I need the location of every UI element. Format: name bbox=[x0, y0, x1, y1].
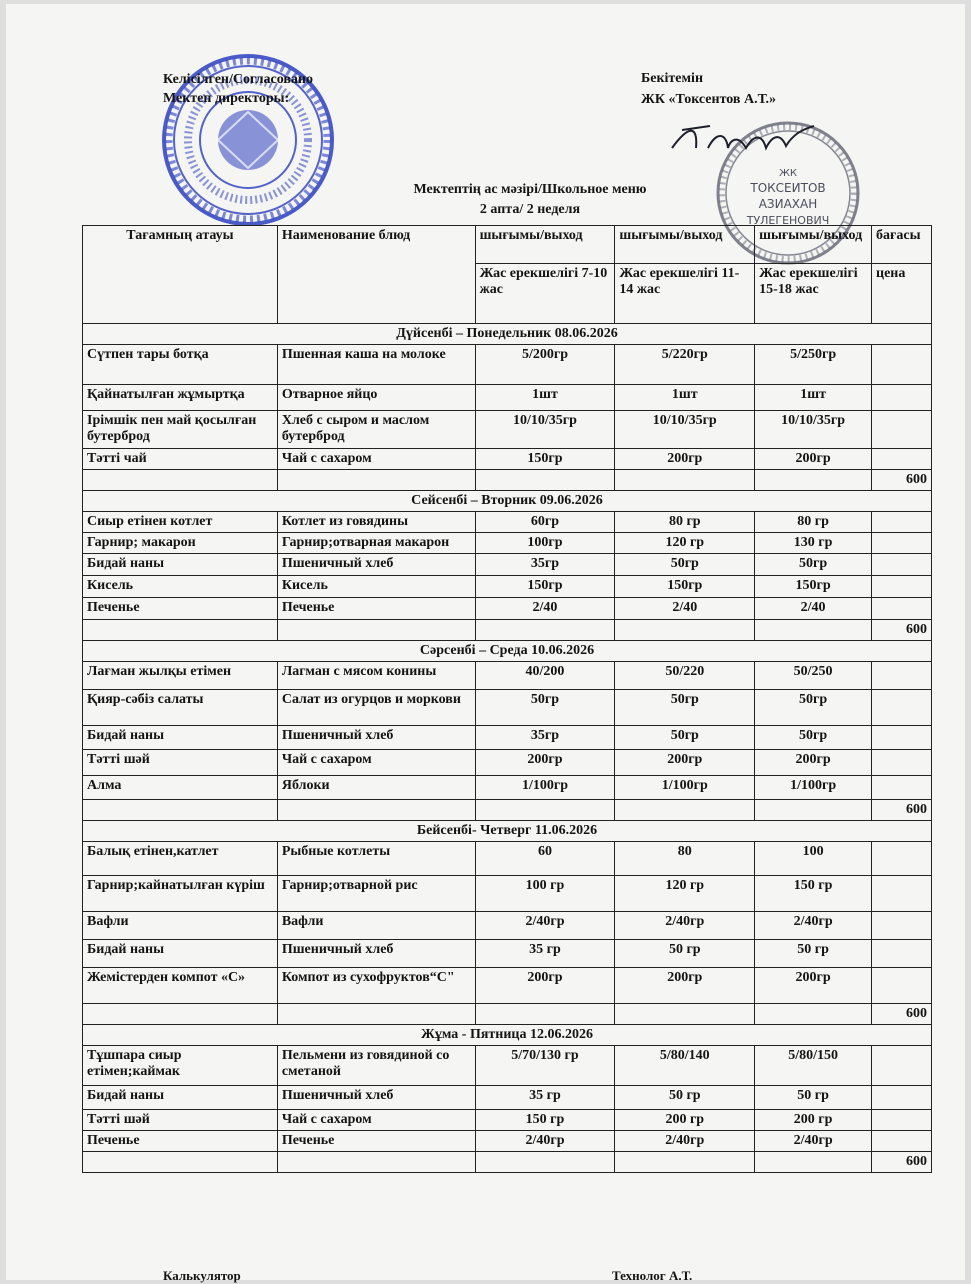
menu-row bbox=[83, 940, 932, 968]
dish-name-kz: Балық етінен,катлет bbox=[83, 842, 278, 876]
menu-row bbox=[83, 385, 932, 411]
empty-cell bbox=[755, 1004, 872, 1025]
output-15-18: 150гр bbox=[755, 576, 872, 598]
dish-name-kz: Қияр-сәбіз салаты bbox=[83, 690, 278, 726]
dish-name-kz: Бидай наны bbox=[83, 726, 278, 750]
menu-row bbox=[83, 1086, 932, 1110]
price-cell bbox=[872, 449, 932, 470]
day-title: Жұма - Пятница 12.06.2026 bbox=[83, 1025, 932, 1046]
output-11-14: 80 bbox=[615, 842, 755, 876]
total-row bbox=[83, 470, 932, 491]
menu-row bbox=[83, 449, 932, 470]
empty-cell bbox=[83, 1004, 278, 1025]
dish-name-ru: Лагман с мясом конины bbox=[277, 662, 475, 690]
price-cell bbox=[872, 385, 932, 411]
output-7-10: 60гр bbox=[475, 512, 615, 533]
dish-name-ru: Гарнир;отварная макарон bbox=[277, 533, 475, 554]
price-cell bbox=[872, 940, 932, 968]
dish-name-ru: Хлеб с сыром и маслом бутерброд bbox=[277, 411, 475, 449]
output-15-18: 100 bbox=[755, 842, 872, 876]
dish-name-kz: Вафли bbox=[83, 912, 278, 940]
day-header-row bbox=[83, 1025, 932, 1046]
output-15-18: 2/40 bbox=[755, 598, 872, 620]
dish-name-ru: Чай с сахаром bbox=[277, 750, 475, 776]
empty-cell bbox=[277, 1152, 475, 1173]
seal-text-4: ТУЛЕГЕНОВИЧ bbox=[746, 214, 830, 227]
dish-name-kz: Ірімшік пен май қосылған бутерброд bbox=[83, 411, 278, 449]
dish-name-ru: Яблоки bbox=[277, 776, 475, 800]
menu-row bbox=[83, 690, 932, 726]
price-cell bbox=[872, 912, 932, 940]
day-header-row bbox=[83, 641, 932, 662]
dish-name-kz: Печенье bbox=[83, 598, 278, 620]
output-11-14: 200гр bbox=[615, 968, 755, 1004]
output-11-14: 2/40 bbox=[615, 598, 755, 620]
empty-cell bbox=[755, 1152, 872, 1173]
day-title: Сәрсенбі – Среда 10.06.2026 bbox=[83, 641, 932, 662]
empty-cell bbox=[755, 620, 872, 641]
menu-title-line1: Мектептің ас мәзірі/Школьное меню bbox=[413, 182, 647, 197]
output-7-10: 2/40гр bbox=[475, 912, 615, 940]
output-15-18: 50/250 bbox=[755, 662, 872, 690]
empty-cell bbox=[83, 470, 278, 491]
header-output-1: шығымы/выход bbox=[475, 226, 615, 264]
empty-cell bbox=[83, 620, 278, 641]
empty-cell bbox=[615, 470, 755, 491]
output-11-14: 5/220гр bbox=[615, 345, 755, 385]
output-11-14: 200гр bbox=[615, 449, 755, 470]
price-cell bbox=[872, 1131, 932, 1152]
school-director-label: Мектеп директоры: bbox=[163, 91, 290, 106]
empty-cell bbox=[615, 1152, 755, 1173]
menu-row bbox=[83, 750, 932, 776]
header-output-2: шығымы/выход bbox=[615, 226, 755, 264]
dish-name-kz: Тұшпара сиыр етімен;каймак bbox=[83, 1046, 278, 1086]
dish-name-ru: Пшенная каша на молоке bbox=[277, 345, 475, 385]
output-11-14: 2/40гр bbox=[615, 1131, 755, 1152]
output-11-14: 120 гр bbox=[615, 876, 755, 912]
dish-name-ru: Печенье bbox=[277, 598, 475, 620]
dish-name-kz: Жемістерден компот «С» bbox=[83, 968, 278, 1004]
menu-row bbox=[83, 726, 932, 750]
output-7-10: 5/200гр bbox=[475, 345, 615, 385]
approve-label: Бекітемін bbox=[641, 71, 704, 86]
day-header-row bbox=[83, 821, 932, 842]
total-row bbox=[83, 800, 932, 821]
price-cell bbox=[872, 876, 932, 912]
dish-name-ru: Отварное яйцо bbox=[277, 385, 475, 411]
output-15-18: 50 гр bbox=[755, 940, 872, 968]
output-7-10: 200гр bbox=[475, 968, 615, 1004]
dish-name-kz: Печенье bbox=[83, 1131, 278, 1152]
dish-name-kz: Бидай наны bbox=[83, 940, 278, 968]
dish-name-ru: Чай с сахаром bbox=[277, 1110, 475, 1131]
output-7-10: 35гр bbox=[475, 726, 615, 750]
empty-cell bbox=[755, 470, 872, 491]
footer-right: Технолог А.Т. bbox=[612, 1268, 693, 1283]
output-7-10: 150 гр bbox=[475, 1110, 615, 1131]
menu-title bbox=[380, 180, 680, 220]
dish-name-ru: Пельмени из говядиной со сметаной bbox=[277, 1046, 475, 1086]
footer-left: Калькулятор bbox=[163, 1268, 241, 1283]
day-title: Дүйсенбі – Понедельник 08.06.2026 bbox=[83, 324, 932, 345]
header-price-ru: цена bbox=[872, 264, 932, 324]
seal-text-3: АЗИАХАН bbox=[758, 197, 818, 211]
output-7-10: 1шт bbox=[475, 385, 615, 411]
output-7-10: 2/40 bbox=[475, 598, 615, 620]
output-11-14: 150гр bbox=[615, 576, 755, 598]
menu-row bbox=[83, 576, 932, 598]
empty-cell bbox=[475, 1152, 615, 1173]
empty-cell bbox=[615, 1004, 755, 1025]
dish-name-kz: Кисель bbox=[83, 576, 278, 598]
dish-name-ru: Кисель bbox=[277, 576, 475, 598]
price-cell bbox=[872, 576, 932, 598]
output-11-14: 50 гр bbox=[615, 940, 755, 968]
empty-cell bbox=[615, 620, 755, 641]
dish-name-ru: Гарнир;отварной рис bbox=[277, 876, 475, 912]
menu-row bbox=[83, 876, 932, 912]
header-name-kz: Тағамның атауы bbox=[83, 226, 278, 324]
output-11-14: 50гр bbox=[615, 554, 755, 576]
output-15-18: 200 гр bbox=[755, 1110, 872, 1131]
dish-name-kz: Алма bbox=[83, 776, 278, 800]
dish-name-ru: Вафли bbox=[277, 912, 475, 940]
header-name-ru: Наименование блюд bbox=[277, 226, 475, 324]
output-7-10: 200гр bbox=[475, 750, 615, 776]
output-11-14: 2/40гр bbox=[615, 912, 755, 940]
output-15-18: 2/40гр bbox=[755, 1131, 872, 1152]
output-11-14: 50гр bbox=[615, 690, 755, 726]
output-15-18: 5/250гр bbox=[755, 345, 872, 385]
day-header-row bbox=[83, 324, 932, 345]
output-11-14: 200 гр bbox=[615, 1110, 755, 1131]
output-7-10: 1/100гр bbox=[475, 776, 615, 800]
price-cell bbox=[872, 345, 932, 385]
dish-name-ru: Чай с сахаром bbox=[277, 449, 475, 470]
price-cell bbox=[872, 411, 932, 449]
menu-row bbox=[83, 512, 932, 533]
agreed-label: Келісілген/Согласовано bbox=[163, 72, 313, 87]
output-11-14: 1/100гр bbox=[615, 776, 755, 800]
menu-row bbox=[83, 411, 932, 449]
output-15-18: 130 гр bbox=[755, 533, 872, 554]
seal-text-2: ТОКСЕИТОВ bbox=[750, 181, 826, 195]
menu-row bbox=[83, 1131, 932, 1152]
seal-text-1: ЖК bbox=[779, 168, 797, 179]
output-15-18: 200гр bbox=[755, 968, 872, 1004]
dish-name-kz: Тәтті чай bbox=[83, 449, 278, 470]
output-15-18: 80 гр bbox=[755, 512, 872, 533]
output-7-10: 60 bbox=[475, 842, 615, 876]
output-11-14: 80 гр bbox=[615, 512, 755, 533]
empty-cell bbox=[277, 1004, 475, 1025]
dish-name-ru: Пшеничный хлеб bbox=[277, 940, 475, 968]
empty-cell bbox=[277, 800, 475, 821]
dish-name-ru: Компот из сухофруктов“С" bbox=[277, 968, 475, 1004]
output-15-18: 50гр bbox=[755, 690, 872, 726]
menu-row bbox=[83, 842, 932, 876]
output-15-18: 1/100гр bbox=[755, 776, 872, 800]
dish-name-kz: Тәтті шәй bbox=[83, 1110, 278, 1131]
handwritten-signature bbox=[668, 118, 818, 168]
price-cell bbox=[872, 1046, 932, 1086]
price-cell bbox=[872, 690, 932, 726]
empty-cell bbox=[83, 1152, 278, 1173]
dish-name-kz: Тәтті шәй bbox=[83, 750, 278, 776]
menu-row bbox=[83, 968, 932, 1004]
empty-cell bbox=[475, 620, 615, 641]
menu-row bbox=[83, 662, 932, 690]
header-age-3: Жас ерекшелігі 15-18 жас bbox=[755, 264, 872, 324]
price-cell bbox=[872, 776, 932, 800]
output-7-10: 35 гр bbox=[475, 1086, 615, 1110]
output-11-14: 1шт bbox=[615, 385, 755, 411]
dish-name-ru: Пшеничный хлеб bbox=[277, 1086, 475, 1110]
output-7-10: 10/10/35гр bbox=[475, 411, 615, 449]
output-7-10: 40/200 bbox=[475, 662, 615, 690]
menu-row bbox=[83, 1046, 932, 1086]
menu-table bbox=[82, 225, 932, 1173]
output-7-10: 150гр bbox=[475, 449, 615, 470]
price-cell bbox=[872, 662, 932, 690]
header-output-3: шығымы/выход bbox=[755, 226, 872, 264]
output-15-18: 200гр bbox=[755, 449, 872, 470]
output-15-18: 1шт bbox=[755, 385, 872, 411]
output-15-18: 2/40гр bbox=[755, 912, 872, 940]
empty-cell bbox=[475, 1004, 615, 1025]
output-7-10: 5/70/130 гр bbox=[475, 1046, 615, 1086]
menu-row bbox=[83, 345, 932, 385]
empty-cell bbox=[83, 800, 278, 821]
empty-cell bbox=[277, 470, 475, 491]
dish-name-kz: Бидай наны bbox=[83, 554, 278, 576]
empty-cell bbox=[475, 800, 615, 821]
price-cell bbox=[872, 968, 932, 1004]
output-7-10: 150гр bbox=[475, 576, 615, 598]
day-total-price: 600 bbox=[872, 470, 932, 491]
dish-name-kz: Қайнатылған жұмыртқа bbox=[83, 385, 278, 411]
header-age-2: Жас ерекшелігі 11-14 жас bbox=[615, 264, 755, 324]
dish-name-kz: Гарнир;кайнатылған күріш bbox=[83, 876, 278, 912]
price-cell bbox=[872, 842, 932, 876]
output-11-14: 200гр bbox=[615, 750, 755, 776]
output-11-14: 5/80/140 bbox=[615, 1046, 755, 1086]
price-cell bbox=[872, 1086, 932, 1110]
empty-cell bbox=[475, 470, 615, 491]
dish-name-kz: Сүтпен тары ботқа bbox=[83, 345, 278, 385]
empty-cell bbox=[755, 800, 872, 821]
day-header-row bbox=[83, 491, 932, 512]
day-total-price: 600 bbox=[872, 800, 932, 821]
total-row bbox=[83, 620, 932, 641]
empty-cell bbox=[277, 620, 475, 641]
total-row bbox=[83, 1152, 932, 1173]
price-cell bbox=[872, 598, 932, 620]
output-15-18: 50гр bbox=[755, 554, 872, 576]
menu-row bbox=[83, 533, 932, 554]
menu-row bbox=[83, 1110, 932, 1131]
approval-right bbox=[641, 68, 776, 110]
dish-name-ru: Пшеничный хлеб bbox=[277, 554, 475, 576]
menu-title-line2: 2 апта/ 2 неделя bbox=[479, 202, 581, 217]
price-cell bbox=[872, 533, 932, 554]
output-11-14: 10/10/35гр bbox=[615, 411, 755, 449]
price-cell bbox=[872, 726, 932, 750]
dish-name-ru: Пшеничный хлеб bbox=[277, 726, 475, 750]
output-11-14: 50 гр bbox=[615, 1086, 755, 1110]
output-11-14: 120 гр bbox=[615, 533, 755, 554]
price-cell bbox=[872, 1110, 932, 1131]
approval-left bbox=[163, 70, 313, 108]
output-15-18: 10/10/35гр bbox=[755, 411, 872, 449]
dish-name-ru: Печенье bbox=[277, 1131, 475, 1152]
output-7-10: 50гр bbox=[475, 690, 615, 726]
output-15-18: 5/80/150 bbox=[755, 1046, 872, 1086]
dish-name-kz: Сиыр етінен котлет bbox=[83, 512, 278, 533]
dish-name-kz: Гарнир; макарон bbox=[83, 533, 278, 554]
output-15-18: 150 гр bbox=[755, 876, 872, 912]
dish-name-ru: Котлет из говядины bbox=[277, 512, 475, 533]
dish-name-ru: Салат из огурцов и моркови bbox=[277, 690, 475, 726]
price-cell bbox=[872, 512, 932, 533]
header-price: бағасы bbox=[872, 226, 932, 264]
menu-row bbox=[83, 598, 932, 620]
header-age-1: Жас ерекшелігі 7-10 жас bbox=[475, 264, 615, 324]
company-name: ЖК «Токсентов А.Т.» bbox=[641, 92, 777, 107]
menu-row bbox=[83, 554, 932, 576]
output-15-18: 50гр bbox=[755, 726, 872, 750]
dish-name-ru: Рыбные котлеты bbox=[277, 842, 475, 876]
price-cell bbox=[872, 750, 932, 776]
day-total-price: 600 bbox=[872, 1004, 932, 1025]
day-title: Бейсенбі- Четверг 11.06.2026 bbox=[83, 821, 932, 842]
dish-name-kz: Бидай наны bbox=[83, 1086, 278, 1110]
empty-cell bbox=[615, 800, 755, 821]
total-row bbox=[83, 1004, 932, 1025]
menu-row bbox=[83, 776, 932, 800]
output-7-10: 100гр bbox=[475, 533, 615, 554]
dish-name-kz: Лағман жылқы етімен bbox=[83, 662, 278, 690]
output-7-10: 35гр bbox=[475, 554, 615, 576]
output-7-10: 100 гр bbox=[475, 876, 615, 912]
day-total-price: 600 bbox=[872, 620, 932, 641]
output-7-10: 2/40гр bbox=[475, 1131, 615, 1152]
output-15-18: 200гр bbox=[755, 750, 872, 776]
price-cell bbox=[872, 554, 932, 576]
day-title: Сейсенбі – Вторник 09.06.2026 bbox=[83, 491, 932, 512]
output-11-14: 50/220 bbox=[615, 662, 755, 690]
day-total-price: 600 bbox=[872, 1152, 932, 1173]
output-15-18: 50 гр bbox=[755, 1086, 872, 1110]
menu-row bbox=[83, 912, 932, 940]
output-7-10: 35 гр bbox=[475, 940, 615, 968]
output-11-14: 50гр bbox=[615, 726, 755, 750]
